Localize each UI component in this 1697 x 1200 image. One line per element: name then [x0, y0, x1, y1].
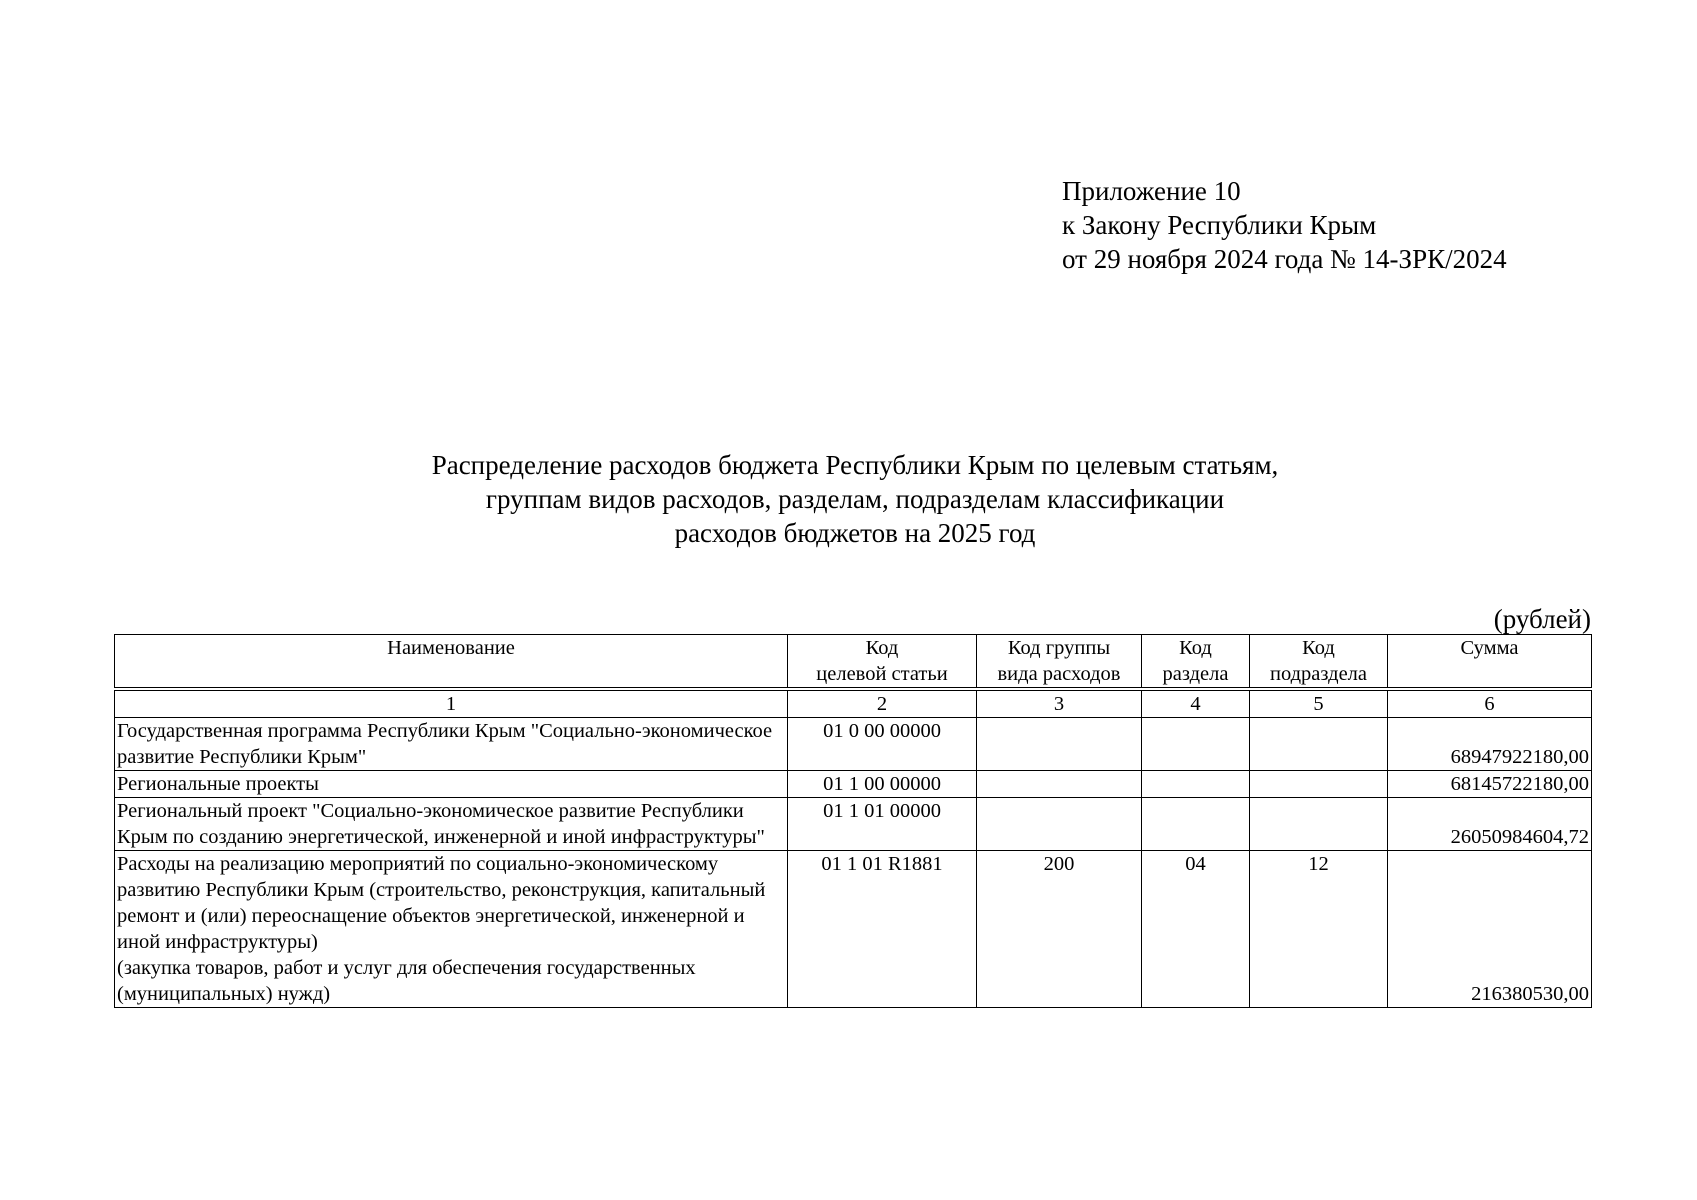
row-sum: 26050984604,72 [1388, 798, 1592, 851]
column-number: 2 [788, 691, 977, 718]
table-row [115, 851, 1592, 1008]
row-sum: 68145722180,00 [1388, 771, 1592, 798]
column-number: 1 [115, 691, 788, 718]
row-target-code: 01 1 01 00000 [788, 798, 977, 851]
table-row [115, 771, 1592, 798]
title-line-1: Распределение расходов бюджета Республики Крым по целевым статьям, [431, 450, 1279, 480]
appendix-date: от 29 ноября 2024 года № 14-ЗРК/2024 [1062, 244, 1507, 274]
table-row [115, 798, 1592, 851]
row-name: Региональный проект "Социально-экономическое развитие Республики Крым по созданию энергетической, инженерной и иной инфраструктуры" [115, 798, 788, 851]
row-name-main: Расходы на реализацию мероприятий по социально-экономическому развитию Республики Крым (строительство, реконструкция, капитальный ремонт и (или) переоснащение объектов энергетической, инженерной и иной инфраструктуры) [117, 853, 766, 953]
unit-label: (рублей) [1493, 604, 1591, 634]
row-section-code [1142, 771, 1250, 798]
header-sum: Сумма [1388, 635, 1592, 688]
row-target-code: 01 1 00 00000 [788, 771, 977, 798]
header-section-code: Код раздела [1142, 635, 1250, 688]
budget-table-wrapper [114, 634, 1591, 1008]
column-number: 6 [1388, 691, 1592, 718]
row-section-code [1142, 718, 1250, 771]
title-line-2: группам видов расходов, разделам, подразделам классификации [485, 484, 1225, 514]
row-subsection-code: 12 [1250, 851, 1388, 1008]
column-number: 5 [1250, 691, 1388, 718]
column-number: 3 [977, 691, 1142, 718]
header-subsection-code: Код подраздела [1250, 635, 1388, 688]
row-name: Государственная программа Республики Крым "Социально-экономическое развитие Республики Крым" [115, 718, 788, 771]
row-section-code [1142, 798, 1250, 851]
appendix-number: Приложение 10 [1062, 176, 1241, 206]
row-name-expense-type: (закупка товаров, работ и услуг для обеспечения государственных (муниципальных) нужд) [117, 957, 696, 1005]
header-group-code: Код группы вида расходов [977, 635, 1142, 688]
row-sum: 68947922180,00 [1388, 718, 1592, 771]
header-name: Наименование [115, 635, 788, 688]
row-target-code: 01 1 01 R1881 [788, 851, 977, 1008]
title-line-3: расходов бюджетов на 2025 год [674, 518, 1036, 548]
header-target-code: Код целевой статьи [788, 635, 977, 688]
row-target-code: 01 0 00 00000 [788, 718, 977, 771]
row-name [115, 851, 788, 1008]
document-title [250, 448, 1460, 550]
row-subsection-code [1250, 771, 1388, 798]
row-subsection-code [1250, 798, 1388, 851]
appendix-header [1062, 174, 1507, 276]
table-header-row [115, 635, 1592, 688]
row-group-code [977, 771, 1142, 798]
row-sum: 216380530,00 [1388, 851, 1592, 1008]
row-group-code: 200 [977, 851, 1142, 1008]
row-name: Региональные проекты [115, 771, 788, 798]
row-subsection-code [1250, 718, 1388, 771]
column-number-row [115, 691, 1592, 718]
column-number: 4 [1142, 691, 1250, 718]
appendix-law: к Закону Республики Крым [1062, 210, 1377, 240]
table-row [115, 718, 1592, 771]
budget-table [114, 634, 1592, 1008]
row-group-code [977, 718, 1142, 771]
row-section-code: 04 [1142, 851, 1250, 1008]
row-group-code [977, 798, 1142, 851]
